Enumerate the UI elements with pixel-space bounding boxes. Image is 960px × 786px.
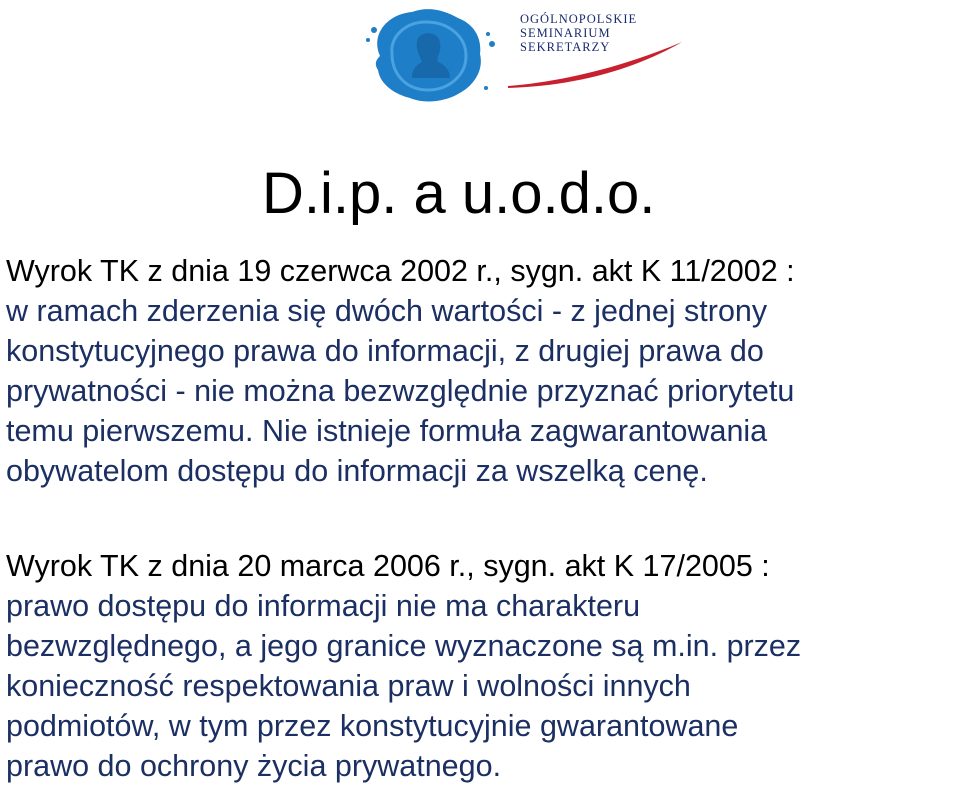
logo-line: SEKRETARZY [520, 40, 611, 54]
paragraph-line: konstytucyjnego prawa do informacji, z drugiej prawa do [6, 334, 764, 368]
paragraph-line: prawo do ochrony życia prywatnego. [6, 749, 502, 783]
swoosh-icon [500, 38, 690, 93]
ruling-paragraph [6, 546, 956, 786]
ruling-paragraph [6, 251, 956, 491]
logo-line: OGÓLNOPOLSKIE [520, 12, 638, 26]
paragraph-line: prawo dostępu do informacji nie ma charakteru [6, 589, 641, 623]
paragraph-line: temu pierwszemu. Nie istnieje formuła zagwarantowania [6, 414, 768, 448]
ruling-reference: Wyrok TK z dnia 19 czerwca 2002 r., sygn. akt K 11/2002 : [6, 254, 795, 288]
paragraph-line: konieczność respektowania praw i wolności innych [6, 669, 691, 703]
paragraph-line: w ramach zderzenia się dwóch wartości - z jednej strony [6, 294, 768, 328]
paragraph-line: obywatelom dostępu do informacji za wszelką cenę. [6, 454, 708, 488]
paragraph-line: podmiotów, w tym przez konstytucyjnie gwarantowane [6, 709, 739, 743]
paragraph-line: prywatności - nie można bezwzględnie przyznać priorytetu [6, 374, 795, 408]
logo-line: SEMINARIUM [520, 26, 611, 40]
ruling-reference: Wyrok TK z dnia 20 marca 2006 r., sygn. akt K 17/2005 : [6, 549, 770, 583]
seal-logo-icon [340, 4, 520, 104]
paragraph-line: bezwzględnego, a jego granice wyznaczone są m.in. przez [6, 629, 802, 663]
page-title: D.i.p. a u.o.d.o. [262, 161, 656, 226]
header [0, 0, 960, 110]
